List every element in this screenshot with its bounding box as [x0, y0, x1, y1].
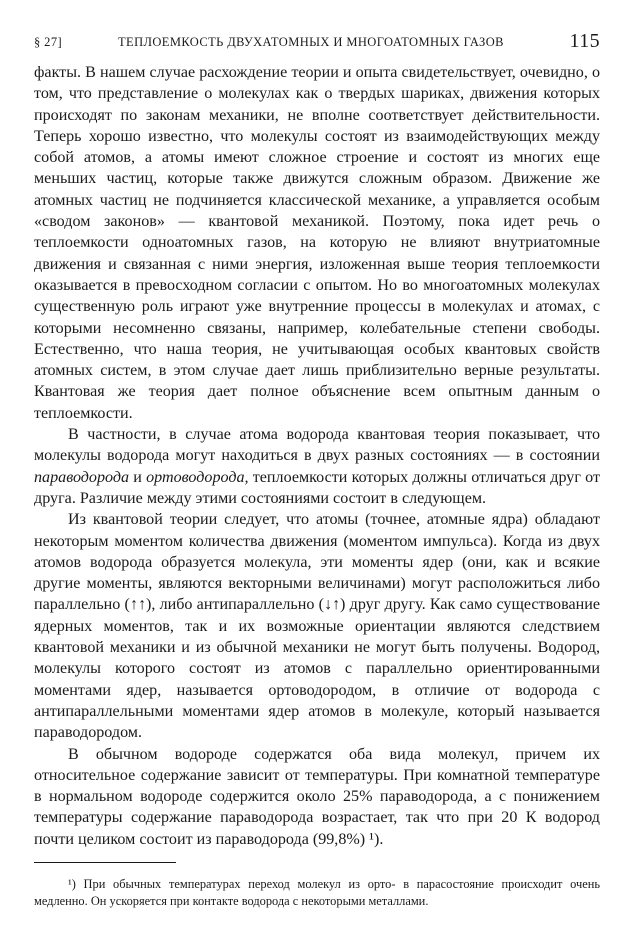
page-number: 115	[569, 30, 600, 52]
section-reference: § 27]	[34, 35, 63, 49]
running-header	[34, 30, 600, 54]
paragraph-2-text-a: В частности, в случае атома водорода квантовая теория показывает, что молекулы водорода могут находиться в двух разных состояниях — в состоянии	[34, 426, 600, 465]
body-text	[34, 62, 600, 850]
footnote-separator	[34, 862, 176, 863]
footnote: ¹) При обычных температурах переход молекул из орто- в парасостояние происходит очень медленно. Он ускоряется при контакте водорода с некоторыми металлами.	[34, 877, 600, 908]
term-orthohydrogen: ортоводорода,	[146, 468, 249, 486]
paragraph-3: Из квантовой теории следует, что атомы (точнее, атомные ядра) обладают некоторым моментом количества движения (моментом импульса). Когда из двух атомов водорода образуется молекула, эти моменты ядер (они, как и всякие другие моменты, являются векторными величинами) могут расположиться либо параллельно (↑↑), либо антипараллельно (↓↑) друг другу. Как само существование ядерных моментов, так и их возможные ориентации являются следствием квантовой механики и из обычной механики не могут быть получены. Водород, молекулы которого состоят из атомов с параллельно ориентированными моментами ядер, называется ортоводородом, в отличие от водорода с антипараллельными моментами ядер атомов в молекуле, который называется параводородом.	[34, 511, 600, 742]
paragraph-1: факты. В нашем случае расхождение теории и опыта свидетельствует, очевидно, о том, что представление о молекулах как о твердых шариках, движения которых происходят по законам механики, не вполне соответствует действительности. Теперь хорошо известно, что молекулы состоят из взаимодействующих между собой атомов, а атомы имеют сложное строение и состоят из многих еще меньших частиц, которые также движутся сложным образом. Движение же атомных частиц не подчиняется классической механике, а управляется особым «сводом законов» — квантовой механикой. Поэтому, пока идет речь о теплоемкости одноатомных газов, на которую не влияют внутриатомные движения и связанная с ними энергия, изложенная выше теория теплоемкости оказывается в превосходном согласии с опытом. Но во многоатомных молекулах существенную роль играют уже внутренние процессы в молекулах и атомах, с которыми несомненно связаны, например, колебательные степени свободы. Естественно, что наша теория, не учитывающая особых квантовых свойств атомных систем, в этом случае дает лишь приблизительно верные результаты. Квантовая же теория дает полное объяснение всем опытным данным о теплоемкости.	[34, 64, 600, 422]
paragraph-4: В обычном водороде содержатся оба вида молекул, причем их относительное содержание зависит от температуры. При комнатной температуре в нормальном водороде содержится около 25% параводорода, а с понижением температуры содержание параводорода возрастает, так что при 20 К водород почти целиком состоит из параводорода (99,8%) ¹).	[34, 745, 600, 848]
paragraph-2-text-b: и	[129, 468, 147, 486]
paragraph-2-text-c: теплоемкости которых должны отличаться друг от друга. Различие между этими состояниями состоит в следующем.	[34, 468, 600, 507]
paragraph-2	[34, 424, 600, 509]
term-parahydrogen: параводорода	[34, 468, 130, 486]
running-title: ТЕПЛОЕМКОСТЬ ДВУХАТОМНЫХ И МНОГОАТОМНЫХ ГАЗОВ	[118, 35, 504, 49]
